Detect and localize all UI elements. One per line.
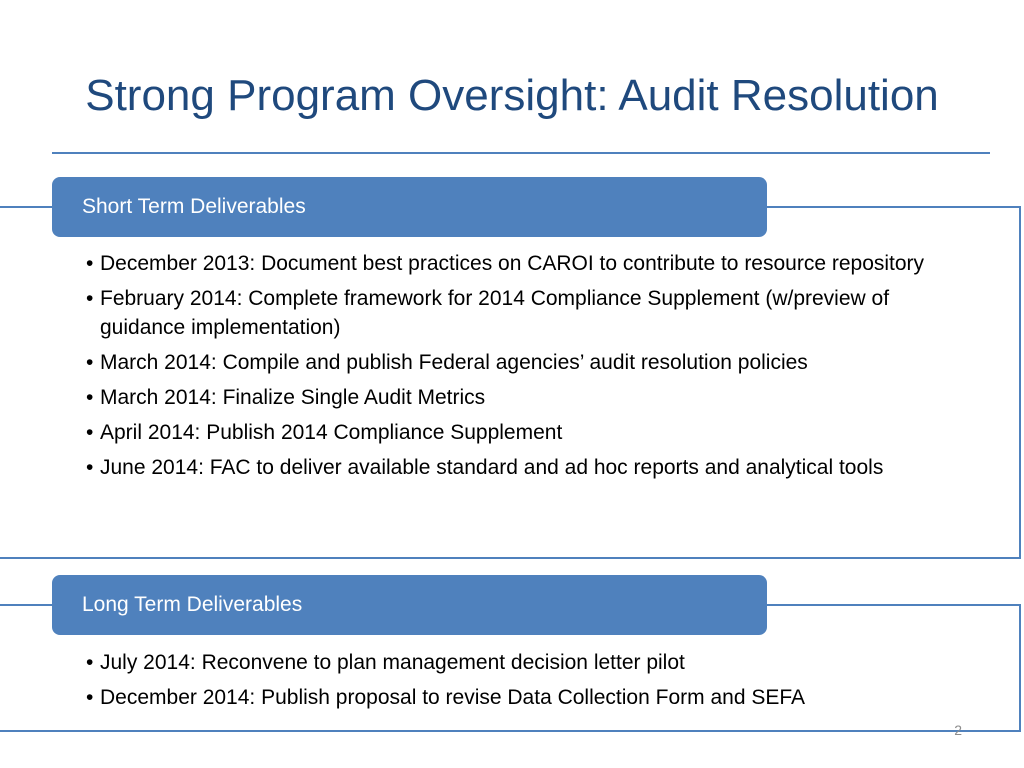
short-term-list: [86, 249, 966, 488]
list-item: • December 2013: Document best practices on CAROI to contribute to resource repository: [86, 249, 966, 278]
title-divider: [52, 152, 990, 154]
list-item: • June 2014: FAC to deliver available standard and ad hoc reports and analytical tools: [86, 453, 966, 482]
short-term-header: Short Term Deliverables: [52, 177, 767, 237]
slide-title: Strong Program Oversight: Audit Resolution: [85, 71, 939, 120]
page-number: 2: [954, 722, 962, 738]
list-item: • April 2014: Publish 2014 Compliance Supplement: [86, 418, 966, 447]
list-item: • February 2014: Complete framework for 2014 Compliance Supplement (w/preview of guidance implementation): [86, 284, 966, 342]
list-item: • December 2014: Publish proposal to revise Data Collection Form and SEFA: [86, 683, 966, 712]
long-term-list: [86, 648, 966, 718]
list-item: • March 2014: Compile and publish Federal agencies’ audit resolution policies: [86, 348, 966, 377]
list-item: • July 2014: Reconvene to plan management decision letter pilot: [86, 648, 966, 677]
long-term-header: Long Term Deliverables: [52, 575, 767, 635]
list-item: • March 2014: Finalize Single Audit Metrics: [86, 383, 966, 412]
